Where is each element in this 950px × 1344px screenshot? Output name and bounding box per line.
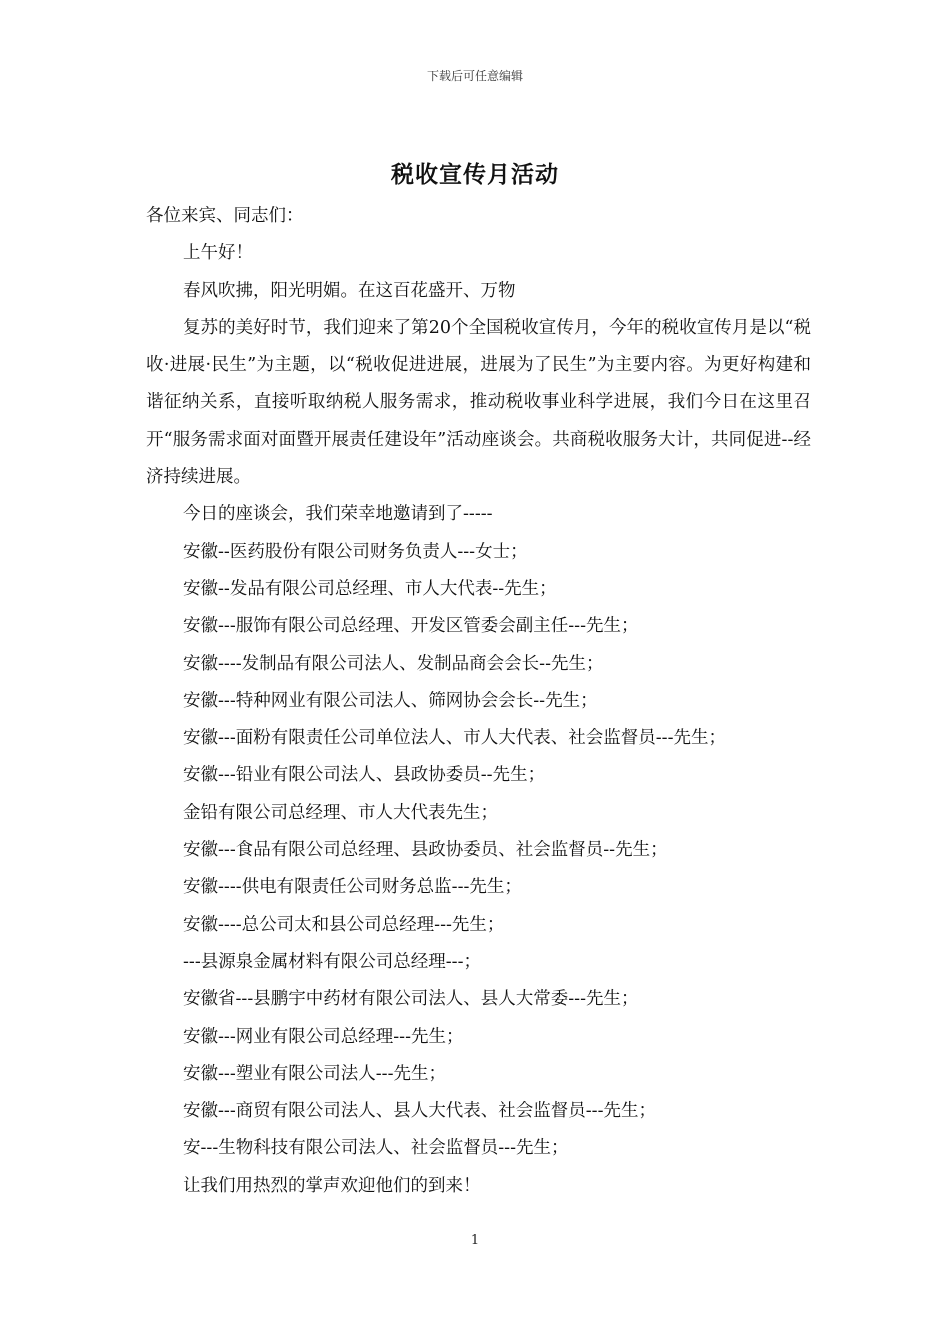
guest-line: 安徽---面粉有限责任公司单位法人、市人大代表、社会监督员---先生；	[183, 728, 726, 749]
guest-line: ---县源泉金属材料有限公司总经理---；	[183, 951, 481, 972]
invite-line: 今日的座谈会，我们荣幸地邀请到了-----	[183, 504, 493, 525]
guest-line: 金铅有限公司总经理、市人大代表先生；	[183, 802, 498, 823]
salutation: 各位来宾、同志们：	[146, 206, 304, 226]
guest-line: 安徽---网业有限公司总经理---先生；	[183, 1026, 464, 1047]
paragraph-1: 春风吹拂，阳光明媚。在这百花盛开、万物	[183, 280, 516, 301]
paragraph-2: 复苏的美好时节，我们迎来了第20个全国税收宣传月，今年的税收宣传月是以“税收·进展·民生”为主题，以“税收促进进展，进展为了民生”为主要内容。为更好构建和谐征纳关系，直接听取纳税人服务需求，推动税收事业科学进展，我们今日在这里召开“服务需求面对面暨开展责任建设年”活动座谈会。共商税收服务大计，共同促进--经济持续进展。	[146, 317, 811, 488]
guest-list	[146, 534, 811, 1168]
guest-line: 安徽----发制品有限公司法人、发制品商会会长--先生；	[183, 653, 604, 674]
page-number: 1	[470, 1233, 480, 1248]
document-body	[146, 198, 811, 1205]
guest-line: 安徽---服饰有限公司总经理、开发区管委会副主任---先生；	[183, 616, 639, 637]
guest-line: 安徽---商贸有限公司法人、县人大代表、社会监督员---先生；	[183, 1101, 656, 1122]
guest-line: 安徽---塑业有限公司法人---先生；	[183, 1063, 446, 1084]
guest-line: 安徽--医药股份有限公司财务负责人---女士；	[183, 541, 528, 562]
closing-line: 让我们用热烈的掌声欢迎他们的到来！	[183, 1175, 481, 1196]
guest-line: 安徽省---县鹏宇中药材有限公司法人、县人大常委---先生；	[183, 989, 639, 1010]
greeting: 上午好！	[183, 243, 253, 264]
guest-line: 安徽----总公司太和县公司总经理---先生；	[183, 914, 505, 935]
guest-line: 安徽---食品有限公司总经理、县政协委员、社会监督员--先生；	[183, 840, 668, 861]
guest-line: 安徽--发品有限公司总经理、市人大代表--先生；	[183, 578, 557, 599]
guest-line: 安徽---特种网业有限公司法人、筛网协会会长--先生；	[183, 690, 598, 711]
document-title: 税收宣传月活动	[391, 161, 559, 188]
guest-line: 安---生物科技有限公司法人、社会监督员---先生；	[183, 1138, 569, 1159]
guest-line: 安徽---铅业有限公司法人、县政协委员--先生；	[183, 765, 546, 786]
guest-line: 安徽----供电有限责任公司财务总监---先生；	[183, 877, 522, 898]
page-header-note: 下载后可任意编辑	[426, 69, 523, 83]
